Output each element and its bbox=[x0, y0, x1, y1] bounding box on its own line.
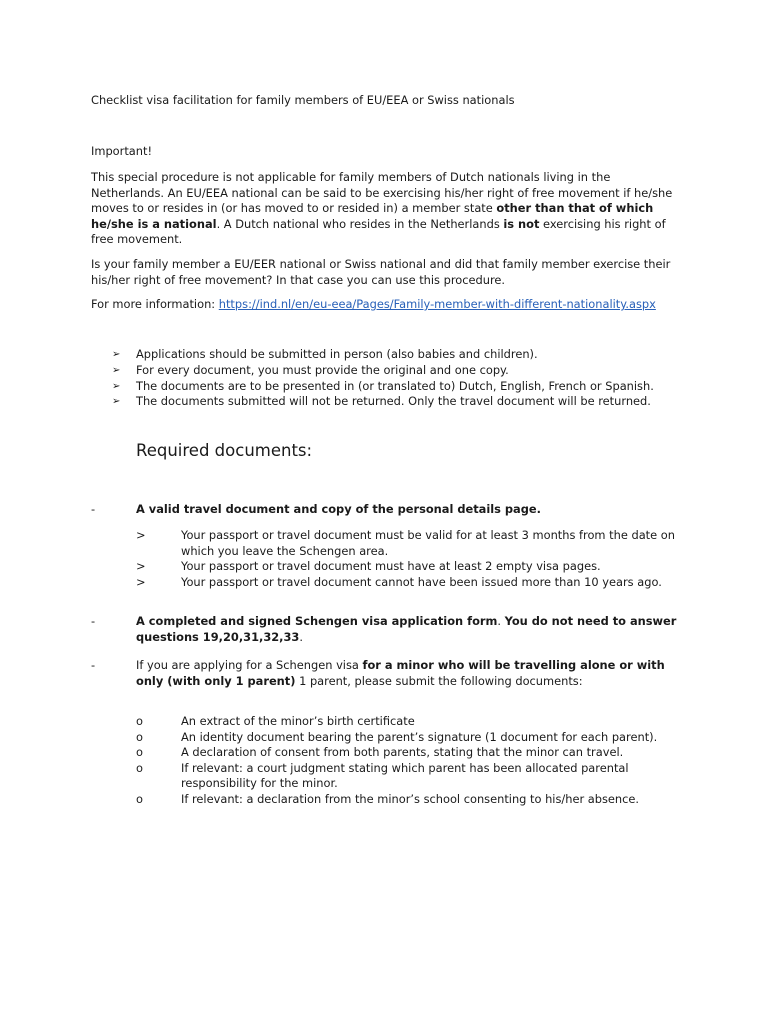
required-documents-heading: Required documents: bbox=[136, 441, 313, 460]
marker: > bbox=[136, 559, 146, 573]
intro-text-3: exercising his right of free movement. bbox=[91, 216, 666, 246]
list-item: > Your passport or travel document must be valid for at least 3 months from the date on which you leave the Schengen area. bbox=[136, 528, 675, 558]
list-item: o An identity document bearing the parent’s signature (1 document for each parent). bbox=[136, 729, 658, 744]
important-label: Important! bbox=[91, 144, 153, 158]
arrow-bullet-icon: ➢ bbox=[112, 349, 121, 360]
intro-bold-2: is not bbox=[503, 216, 540, 231]
list-item: o An extract of the minor’s birth certificate bbox=[136, 714, 415, 728]
travel-document-requirements bbox=[136, 528, 681, 590]
list-item: ➢ Applications should be submitted in person (also babies and children). bbox=[112, 347, 538, 361]
more-info-label: For more information: bbox=[91, 297, 219, 311]
arrow-bullet-icon: ➢ bbox=[112, 396, 121, 408]
intro-text-1: This special procedure is not applicable for family members of Dutch nationals living in the Netherlands. An EU/EEA national can be said to be exercising his/her right of free movement if he/she moves to or resides in (or has moved to or resided in) a member state bbox=[91, 170, 673, 215]
list-item: ➢ The documents are to be presented in (or translated to) Dutch, English, French or Spanish. bbox=[112, 378, 654, 393]
list-item: > Your passport or travel document must have at least 2 empty visa pages. bbox=[136, 559, 601, 573]
list-item: ➢ The documents submitted will not be returned. Only the travel document will be returned. bbox=[112, 394, 651, 409]
application-form-requirement: A completed and signed Schengen visa application form. You do not need to answer questions 19,20,31,32,33. bbox=[136, 614, 677, 644]
arrow-bullet-icon: ➢ bbox=[112, 364, 121, 376]
minor-documents-list bbox=[136, 714, 681, 807]
travel-document-heading: A valid travel document and copy of the personal details page. bbox=[136, 502, 541, 516]
marker: > bbox=[136, 528, 146, 542]
section-dash: - bbox=[91, 658, 96, 672]
marker: o bbox=[136, 729, 143, 744]
minor-requirement-intro: If you are applying for a Schengen visa for a minor who will be travelling alone or with only (with only 1 parent) 1 parent, please submit the following documents: bbox=[136, 658, 665, 688]
more-info-line bbox=[91, 297, 711, 313]
list-item: o If relevant: a court judgment stating which parent has been allocated parental responsibility for the minor. bbox=[136, 760, 629, 790]
arrow-bullet-icon: ➢ bbox=[112, 380, 121, 392]
section-dash: - bbox=[91, 502, 96, 516]
list-item: o If relevant: a declaration from the minor’s school consenting to his/her absence. bbox=[136, 791, 640, 806]
marker: > bbox=[136, 574, 146, 589]
marker: o bbox=[136, 760, 143, 775]
general-rules-list bbox=[112, 347, 672, 410]
more-info-link[interactable]: https://ind.nl/en/eu-eea/Pages/Family-member-with-different-nationality.aspx bbox=[218, 297, 656, 311]
marker: o bbox=[136, 745, 143, 759]
intro-paragraph bbox=[91, 170, 681, 248]
eligibility-paragraph: Is your family member a EU/EER national or Swiss national and did that family member exercise their his/her right of free movement? In that case you can use this procedure. bbox=[91, 257, 671, 287]
list-item: ➢ For every document, you must provide the original and one copy. bbox=[112, 362, 509, 377]
document-title: Checklist visa facilitation for family members of EU/EEA or Swiss nationals bbox=[91, 93, 515, 107]
intro-bold-1: other than that of which he/she is a national bbox=[91, 201, 654, 231]
list-item: o A declaration of consent from both parents, stating that the minor can travel. bbox=[136, 745, 624, 759]
intro-text-2: . A Dutch national who resides in the Netherlands bbox=[216, 216, 504, 231]
section-dash: - bbox=[91, 614, 96, 628]
list-item: > Your passport or travel document cannot have been issued more than 10 years ago. bbox=[136, 574, 662, 589]
marker: o bbox=[136, 791, 143, 806]
marker: o bbox=[136, 714, 143, 728]
